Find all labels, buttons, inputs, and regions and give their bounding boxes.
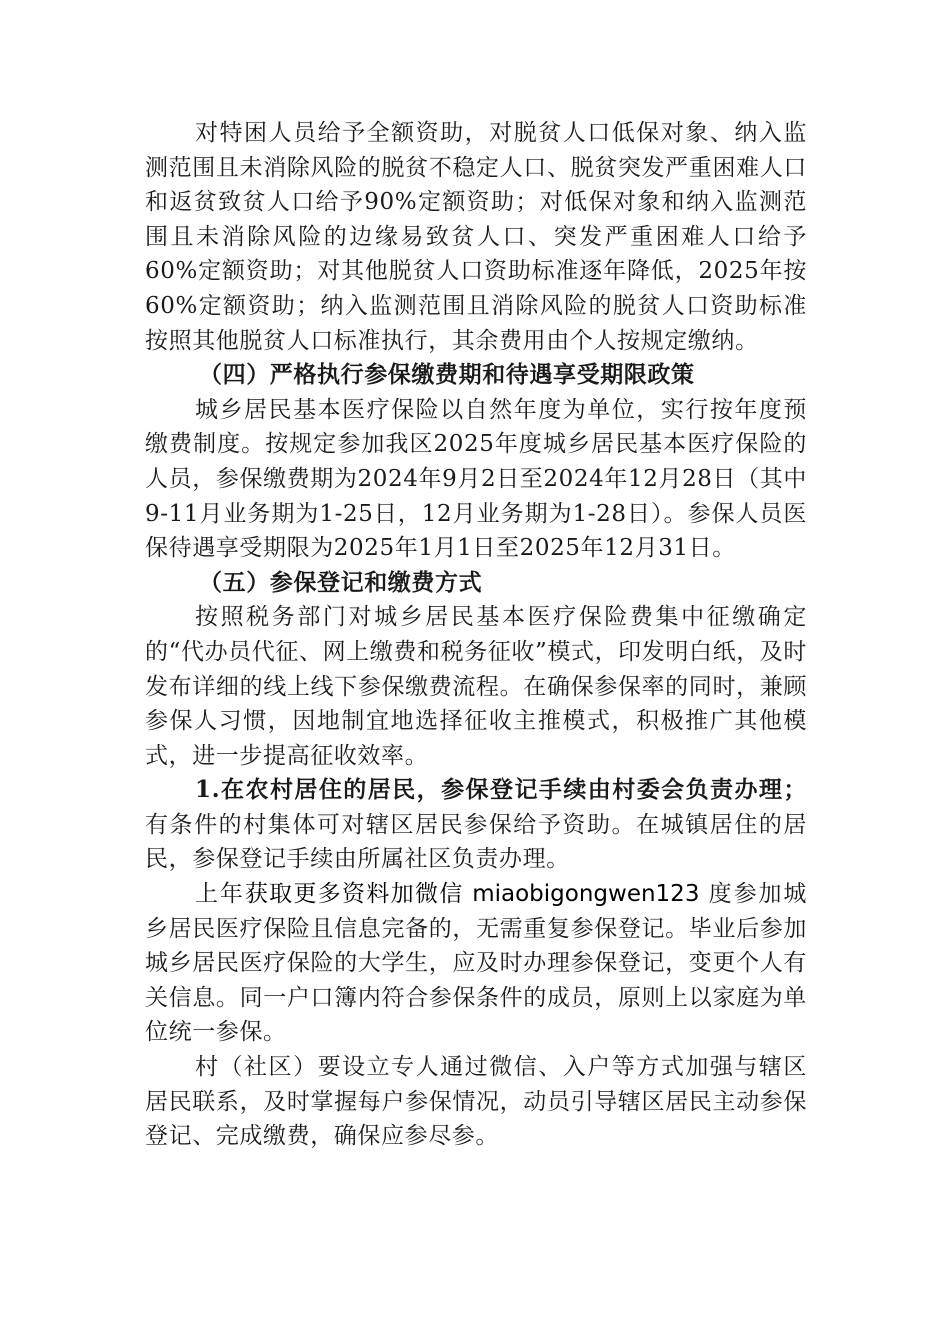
rural-registration-lead: 1.在农村居住的居民，参保登记手续由村委会负责办理； (195, 776, 807, 804)
paragraph-village-contact: 村（社区）要设立专人通过微信、入户等方式加强与辖区居民联系，及时掌握每户参保情况，动员引导辖区居民主动参保登记、完成缴费，确保应参尽参。 (145, 1054, 807, 1150)
heading-section-5: （五）参保登记和缴费方式 (199, 568, 483, 596)
paragraph-rural-registration (145, 773, 807, 877)
rural-registration-rest: 有条件的村集体可对辖区居民参保给予资助。在城镇居住的居民，参保登记手续由所属社区负责办理。 (145, 811, 807, 873)
previous-year-rest: 度参加城乡居民医疗保险且信息完备的，无需重复参保登记。毕业后参加城乡居民医疗保险的大学生，应及时办理参保登记，变更个人有关信息。同一户口簿内符合参保条件的成员，原则上以家庭为单位统一参保。 (145, 881, 807, 1046)
paragraph-payment-period: 城乡居民基本医疗保险以自然年度为单位，实行按年度预缴费制度。按规定参加我区2025年度城乡居民基本医疗保险的人员，参保缴费期为2024年9月2日至2024年12月28日（其中9-11月业务期为1-25日，12月业务期为1-28日）。参保人员医保待遇享受期限为2025年1月1日至2025年12月31日。 (145, 396, 807, 562)
paragraph-previous-year-enrollees (145, 877, 807, 1050)
heading-section-4: （四）严格执行参保缴费期和待遇享受期限政策 (199, 361, 695, 389)
watermark-ad-text: 获取更多资料加微信 miaobigongwen123 (244, 881, 700, 908)
previous-year-start: 上年 (195, 881, 245, 908)
paragraph-collection-mode: 按照税务部门对城乡居民基本医疗保险费集中征缴确定的“代办员代征、网上缴费和税务征收”模式，印发明白纸，及时发布详细的线上线下参保缴费流程。在确保参保率的同时，兼顾参保人习惯，因地制宜地选择征收主推模式，积极推广其他模式，进一步提高征收效率。 (145, 604, 807, 769)
document-page (145, 116, 807, 1154)
paragraph-subsidy-standards: 对特困人员给予全额资助，对脱贫人口低保对象、纳入监测范围且未消除风险的脱贫不稳定人口、脱贫突发严重困难人口和返贫致贫人口给予90%定额资助；对低保对象和纳入监测范围且未消除风险的边缘易致贫人口、突发严重困难人口给予60%定额资助；对其他脱贫人口资助标准逐年降低，2025年按60%定额资助；纳入监测范围且消除风险的脱贫人口资助标准按照其他脱贫人口标准执行，其余费用由个人按规定缴纳。 (145, 120, 807, 354)
